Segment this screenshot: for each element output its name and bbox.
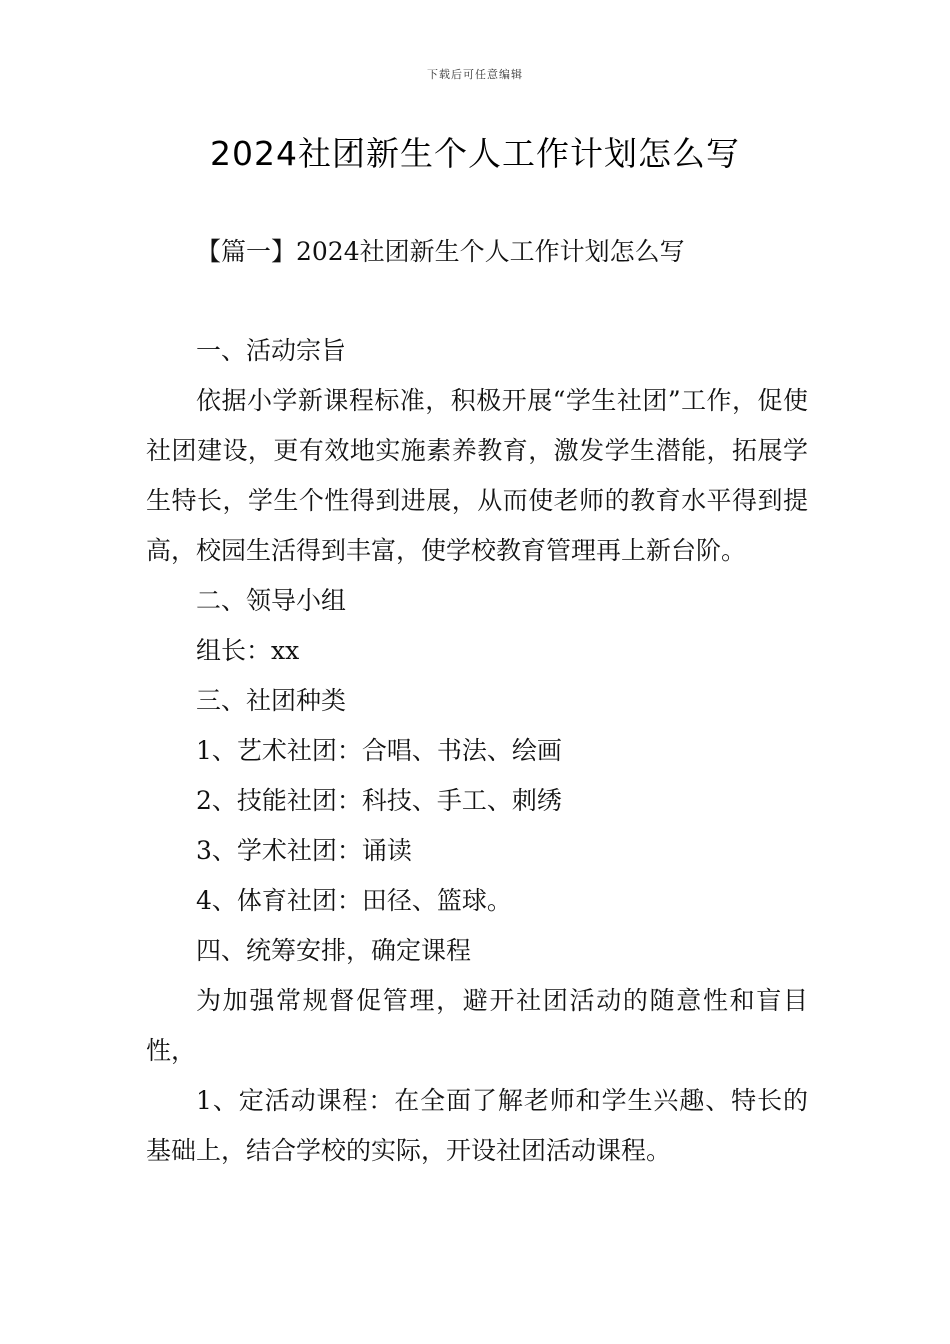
list-item-skill-club: 2、技能社团：科技、手工、刺绣 [196,786,562,815]
list-item-art-club: 1、艺术社团：合唱、书法、绘画 [196,736,562,765]
paragraph-purpose: 依据小学新课程标准，积极开展“学生社团”工作，促使社团建设，更有效地实施素养教育，激发学生潜能，拓展学生特长，学生个性得到进展，从而使老师的教育水平得到提高，校园生活得到丰富，使学校教育管理再上新台阶。 [146,386,808,565]
section-heading: 【篇一】2024社团新生个人工作计划怎么写 [196,237,685,266]
paragraph-curriculum: 1、定活动课程：在全面了解老师和学生兴趣、特长的基础上，结合学校的实际，开设社团活动课程。 [146,1086,808,1165]
heading-club-types: 三、社团种类 [196,686,347,715]
list-item-sports-club: 4、体育社团：田径、篮球。 [196,886,512,915]
list-item-academic-club: 3、学术社团：诵读 [196,836,412,865]
paragraph-management: 为加强常规督促管理，避开社团活动的随意性和盲目性， [146,986,808,1065]
heading-leadership: 二、领导小组 [196,586,347,615]
heading-purpose: 一、活动宗旨 [196,336,347,365]
document-body [146,326,808,1176]
document-title: 2024社团新生个人工作计划怎么写 [210,134,740,173]
paragraph-leader: 组长：xx [196,636,300,665]
heading-arrangement: 四、统筹安排，确定课程 [196,936,472,965]
header-note: 下载后可任意编辑 [427,68,523,81]
